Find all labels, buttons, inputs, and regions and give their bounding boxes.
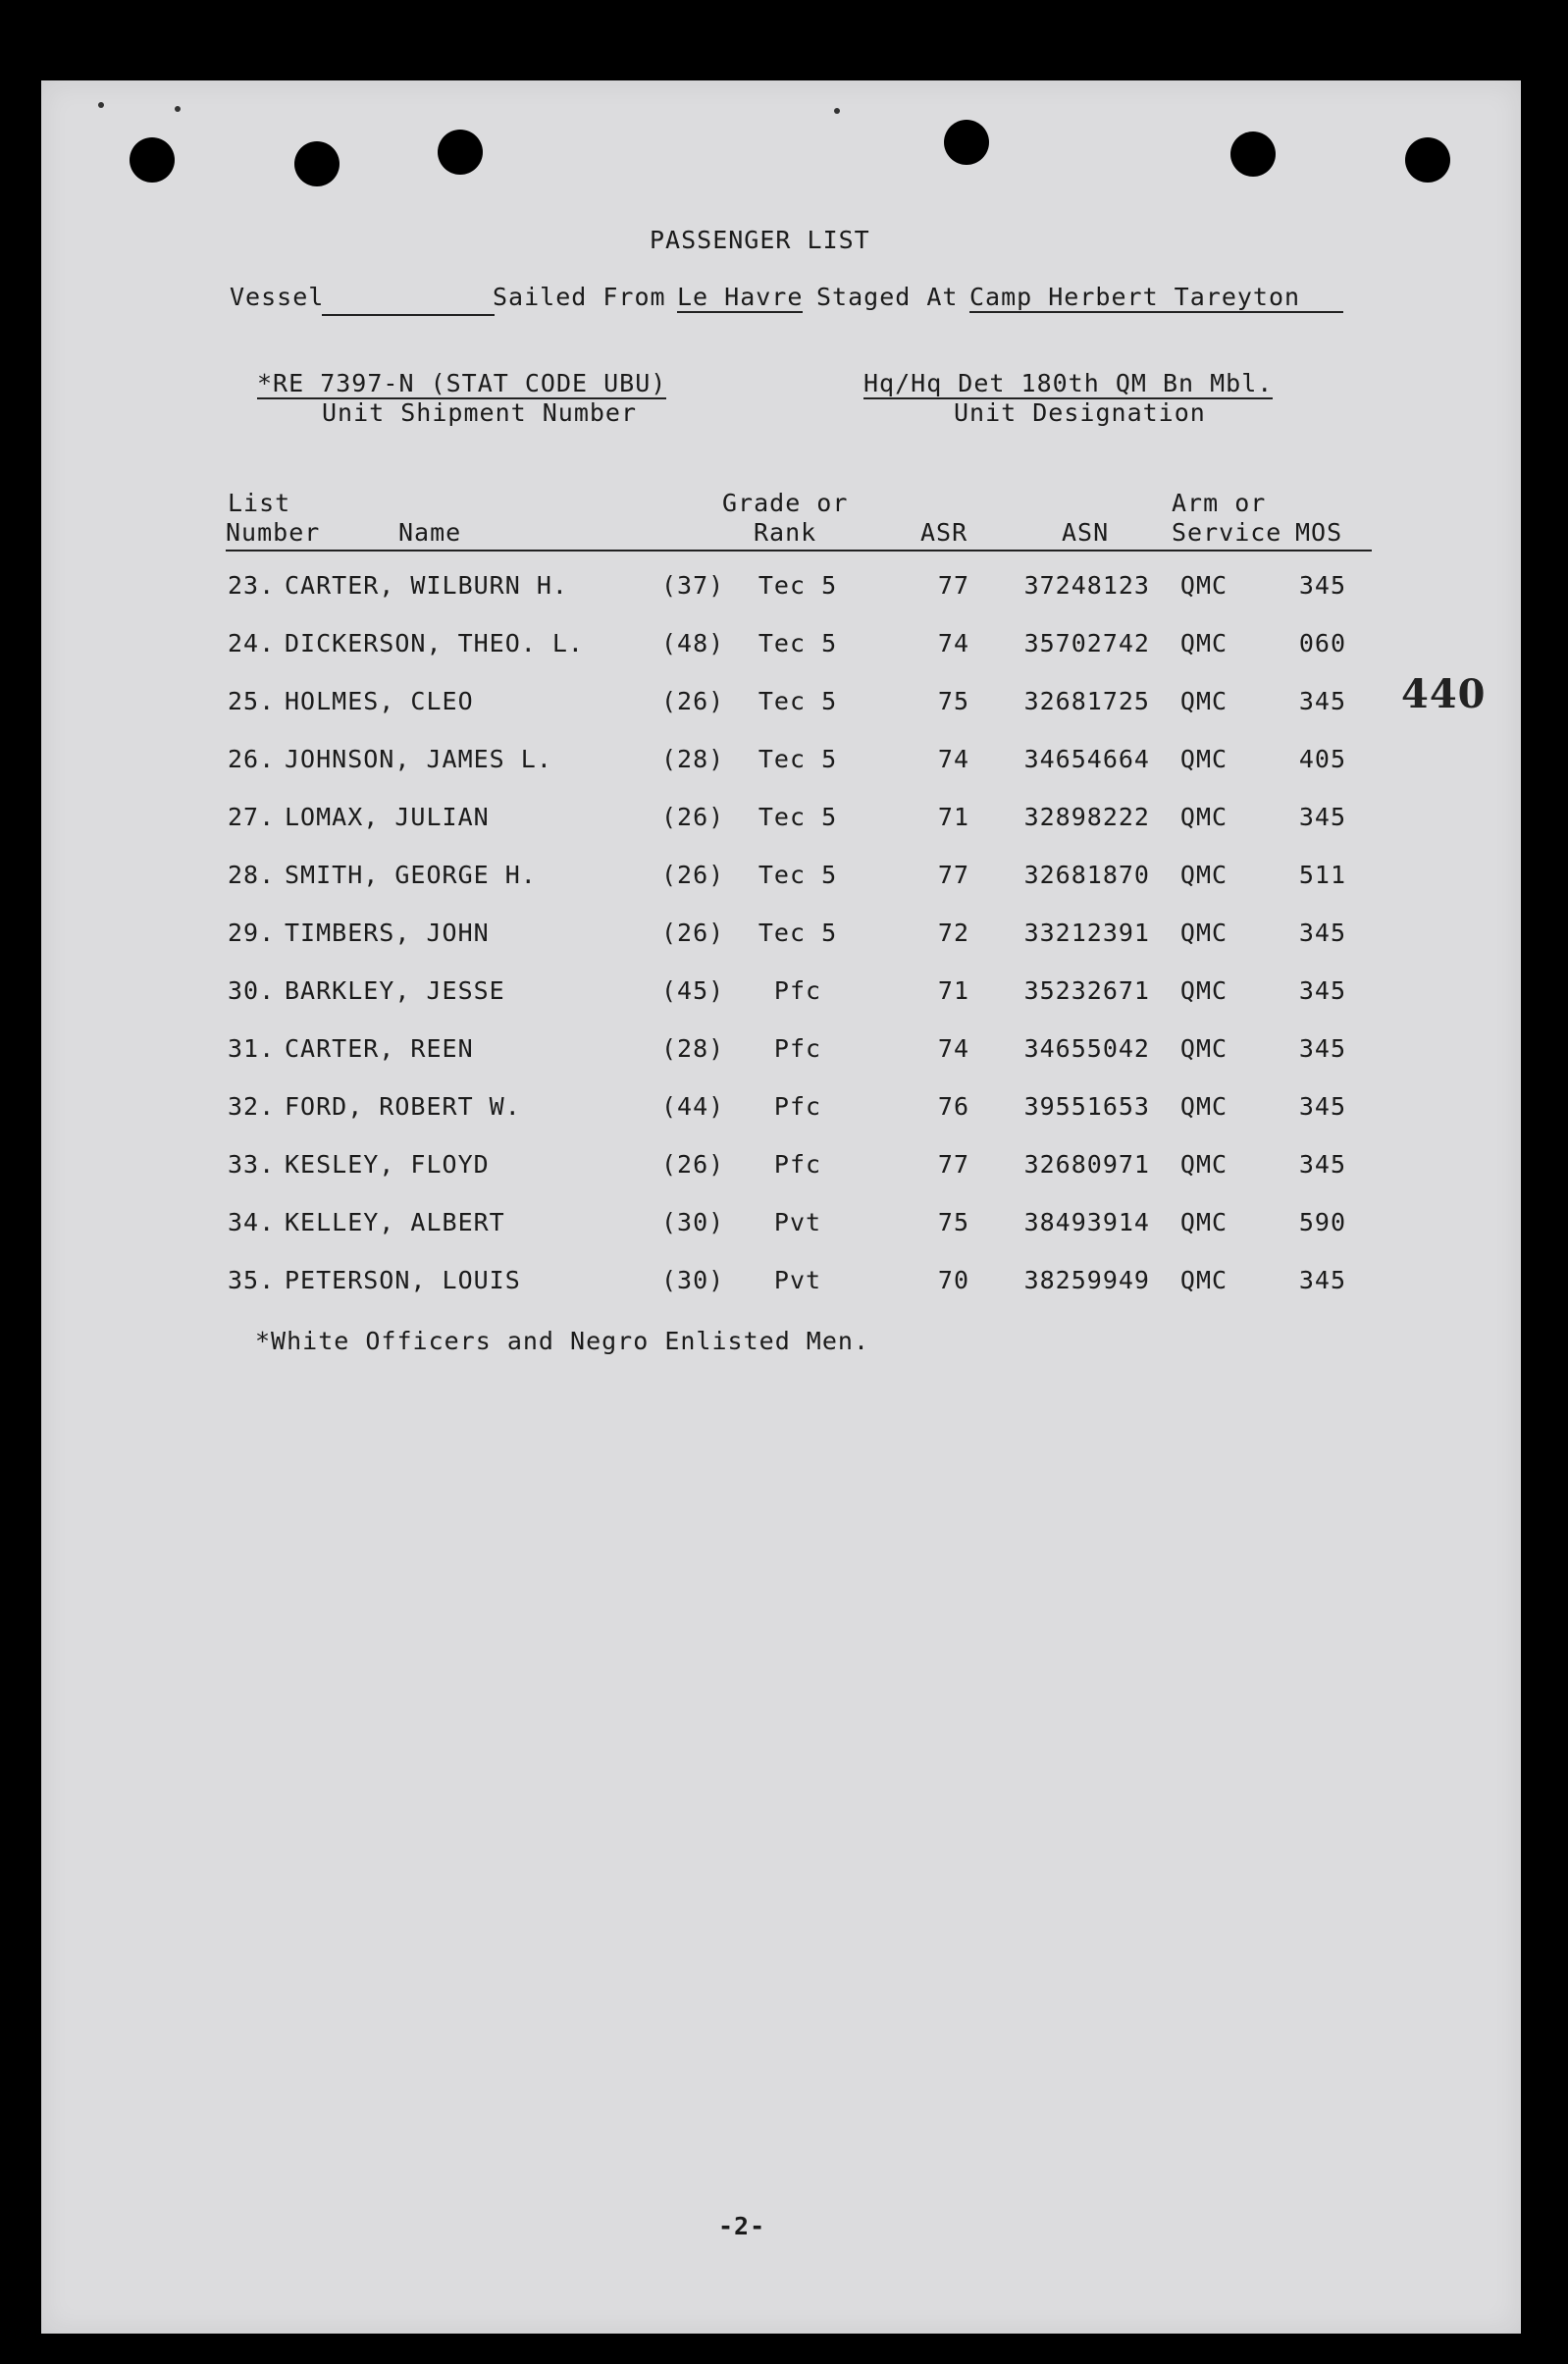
row-mos: 345	[1298, 919, 1346, 947]
row-age: (26)	[661, 1150, 725, 1179]
row-mos: 345	[1298, 1092, 1346, 1121]
col-asn: ASN	[1062, 518, 1110, 547]
row-asn: 37248123	[1023, 571, 1150, 600]
row-age: (26)	[661, 919, 725, 947]
row-asn: 34655042	[1023, 1034, 1150, 1063]
col-asr: ASR	[920, 518, 968, 547]
row-arm: QMC	[1179, 1266, 1228, 1294]
row-asr: 77	[937, 1150, 969, 1179]
row-number: 33.	[228, 1150, 276, 1179]
punch-hole	[130, 137, 175, 183]
row-arm: QMC	[1179, 861, 1228, 889]
row-number: 26.	[228, 745, 276, 773]
table-row	[41, 1266, 1521, 1305]
row-number: 30.	[228, 976, 276, 1005]
table-row	[41, 861, 1521, 900]
speck	[834, 108, 840, 114]
footnote: *White Officers and Negro Enlisted Men.	[255, 1327, 869, 1355]
row-age: (26)	[661, 803, 725, 831]
row-asr: 74	[937, 745, 969, 773]
row-asn: 32898222	[1023, 803, 1150, 831]
row-asr: 77	[937, 861, 969, 889]
col-list-number-2: Number	[226, 518, 321, 547]
row-number: 35.	[228, 1266, 276, 1294]
row-number: 31.	[228, 1034, 276, 1063]
row-number: 32.	[228, 1092, 276, 1121]
row-mos: 345	[1298, 571, 1346, 600]
col-name: Name	[398, 518, 462, 547]
row-mos: 511	[1298, 861, 1346, 889]
row-arm: QMC	[1179, 745, 1228, 773]
punch-hole	[438, 130, 483, 175]
row-rank: Tec 5	[758, 861, 838, 889]
row-name: PETERSON, LOUIS	[285, 1266, 521, 1294]
row-rank: Pfc	[773, 1150, 822, 1179]
row-asr: 76	[937, 1092, 969, 1121]
row-arm: QMC	[1179, 629, 1228, 657]
row-number: 24.	[228, 629, 276, 657]
page-title: PASSENGER LIST	[650, 226, 870, 254]
row-asn: 32680971	[1023, 1150, 1150, 1179]
row-asn: 39551653	[1023, 1092, 1150, 1121]
page-stamp-number: 440	[1401, 671, 1487, 717]
row-mos: 060	[1298, 629, 1346, 657]
row-age: (30)	[661, 1266, 725, 1294]
page-number: -2-	[718, 2212, 766, 2240]
row-mos: 345	[1298, 976, 1346, 1005]
row-rank: Tec 5	[758, 571, 838, 600]
row-rank: Tec 5	[758, 745, 838, 773]
col-grade-2: Rank	[754, 518, 817, 547]
row-age: (26)	[661, 861, 725, 889]
shipment-number-value: *RE 7397-N (STAT CODE UBU)	[257, 369, 667, 397]
row-rank: Pfc	[773, 1034, 822, 1063]
row-number: 23.	[228, 571, 276, 600]
row-asn: 38259949	[1023, 1266, 1150, 1294]
row-arm: QMC	[1179, 919, 1228, 947]
row-rank: Tec 5	[758, 803, 838, 831]
row-asn: 32681870	[1023, 861, 1150, 889]
table-row	[41, 571, 1521, 610]
row-age: (26)	[661, 687, 725, 715]
row-asn: 32681725	[1023, 687, 1150, 715]
row-name: FORD, ROBERT W.	[285, 1092, 521, 1121]
staged-at-value: Camp Herbert Tareyton	[969, 283, 1343, 313]
shipment-number-label: Unit Shipment Number	[322, 398, 638, 427]
row-number: 28.	[228, 861, 276, 889]
col-mos: MOS	[1295, 518, 1343, 547]
row-name: SMITH, GEORGE H.	[285, 861, 537, 889]
row-name: BARKLEY, JESSE	[285, 976, 505, 1005]
row-asn: 35702742	[1023, 629, 1150, 657]
row-number: 25.	[228, 687, 276, 715]
row-mos: 345	[1298, 1150, 1346, 1179]
row-asr: 75	[937, 1208, 969, 1236]
table-row	[41, 1150, 1521, 1189]
row-asr: 75	[937, 687, 969, 715]
row-rank: Tec 5	[758, 629, 838, 657]
table-row	[41, 745, 1521, 784]
col-grade-1: Grade or	[722, 489, 849, 517]
row-asr: 70	[937, 1266, 969, 1294]
row-name: CARTER, REEN	[285, 1034, 474, 1063]
row-arm: QMC	[1179, 1150, 1228, 1179]
row-number: 34.	[228, 1208, 276, 1236]
row-age: (28)	[661, 745, 725, 773]
table-row	[41, 803, 1521, 842]
punch-hole	[1405, 137, 1450, 183]
row-asr: 77	[937, 571, 969, 600]
row-asn: 33212391	[1023, 919, 1150, 947]
sailed-from-value: Le Havre	[677, 283, 804, 311]
row-mos: 345	[1298, 803, 1346, 831]
row-name: HOLMES, CLEO	[285, 687, 474, 715]
row-asn: 34654664	[1023, 745, 1150, 773]
punch-hole	[944, 120, 989, 165]
speck	[175, 106, 181, 112]
row-age: (30)	[661, 1208, 725, 1236]
punch-hole	[294, 141, 340, 186]
table-row	[41, 919, 1521, 958]
row-rank: Tec 5	[758, 687, 838, 715]
row-asr: 71	[937, 976, 969, 1005]
row-arm: QMC	[1179, 1092, 1228, 1121]
table-row	[41, 687, 1521, 726]
table-row	[41, 1092, 1521, 1131]
row-age: (45)	[661, 976, 725, 1005]
row-number: 29.	[228, 919, 276, 947]
row-rank: Pvt	[773, 1208, 822, 1236]
header-rule	[226, 550, 1372, 552]
row-mos: 345	[1298, 687, 1346, 715]
col-arm-1: Arm or	[1172, 489, 1267, 517]
row-arm: QMC	[1179, 976, 1228, 1005]
row-name: TIMBERS, JOHN	[285, 919, 490, 947]
row-arm: QMC	[1179, 1208, 1228, 1236]
row-arm: QMC	[1179, 571, 1228, 600]
row-rank: Tec 5	[758, 919, 838, 947]
vessel-blank-line	[322, 314, 495, 316]
row-asr: 72	[937, 919, 969, 947]
table-row	[41, 976, 1521, 1016]
table-row	[41, 1208, 1521, 1247]
row-arm: QMC	[1179, 1034, 1228, 1063]
row-mos: 345	[1298, 1266, 1346, 1294]
speck	[98, 102, 104, 108]
row-rank: Pfc	[773, 976, 822, 1005]
row-arm: QMC	[1179, 803, 1228, 831]
row-asr: 74	[937, 1034, 969, 1063]
col-arm-2: Service	[1172, 518, 1282, 547]
table-row	[41, 1034, 1521, 1074]
row-age: (44)	[661, 1092, 725, 1121]
row-number: 27.	[228, 803, 276, 831]
row-age: (28)	[661, 1034, 725, 1063]
row-age: (48)	[661, 629, 725, 657]
row-mos: 590	[1298, 1208, 1346, 1236]
row-rank: Pfc	[773, 1092, 822, 1121]
document-sheet	[41, 80, 1521, 2334]
unit-designation-label: Unit Designation	[954, 398, 1206, 427]
row-mos: 345	[1298, 1034, 1346, 1063]
col-list-number-1: List	[228, 489, 291, 517]
row-name: DICKERSON, THEO. L.	[285, 629, 584, 657]
unit-designation-value: Hq/Hq Det 180th QM Bn Mbl.	[863, 369, 1274, 397]
row-name: KESLEY, FLOYD	[285, 1150, 490, 1179]
row-asr: 74	[937, 629, 969, 657]
row-arm: QMC	[1179, 687, 1228, 715]
row-asr: 71	[937, 803, 969, 831]
row-age: (37)	[661, 571, 725, 600]
sailed-from-label: Sailed From	[493, 283, 666, 311]
row-asn: 38493914	[1023, 1208, 1150, 1236]
row-name: KELLEY, ALBERT	[285, 1208, 505, 1236]
staged-at-label: Staged At	[816, 283, 959, 311]
vessel-label: Vessel	[230, 283, 325, 311]
row-asn: 35232671	[1023, 976, 1150, 1005]
row-name: CARTER, WILBURN H.	[285, 571, 568, 600]
row-name: JOHNSON, JAMES L.	[285, 745, 552, 773]
row-rank: Pvt	[773, 1266, 822, 1294]
row-name: LOMAX, JULIAN	[285, 803, 490, 831]
table-row	[41, 629, 1521, 668]
row-mos: 405	[1298, 745, 1346, 773]
punch-hole	[1230, 131, 1276, 177]
